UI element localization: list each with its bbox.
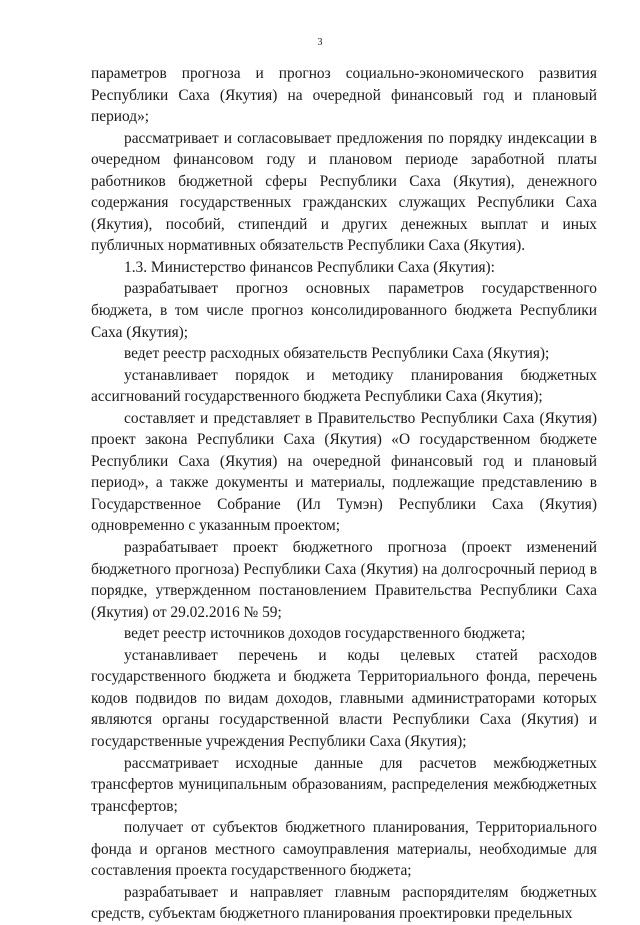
paragraph: разрабатывает проект бюджетного прогноза (проект изменений бюджетного прогноза) Республики Саха (Якутия) на долгосрочный период в порядке, утвержденном постановлением Правительства Республики Саха (Якутия) от 29.02.2016 № 59; — [91, 539, 597, 621]
paragraph: получает от субъектов бюджетного планирования, Территориального фонда и органов местного самоуправления материалы, необходимые для составления проекта государственного бюджета; — [91, 819, 597, 880]
paragraph: рассматривает исходные данные для расчетов межбюджетных трансфертов муниципальным образованиям, распределения межбюджетных трансфертов; — [91, 754, 597, 815]
paragraph: устанавливает перечень и коды целевых статей расходов государственного бюджета и бюджета Территориального фонда, перечень кодов подвидов по видам доходов, главными администраторами которых являются органы государственной власти Республики Саха (Якутия) и государственные учреждения Республики Саха (Якутия); — [91, 646, 597, 750]
paragraph: разрабатывает и направляет главным распорядителям бюджетных средств, субъектам бюджетного планирования проектировки предельных — [91, 883, 597, 923]
paragraph: ведет реестр источников доходов государственного бюджета; — [124, 625, 526, 643]
paragraph: разрабатывает прогноз основных параметров государственного бюджета, в том числе прогноз консолидированного бюджета Республики Саха (Якутия); — [91, 280, 597, 341]
paragraph: устанавливает порядок и методику планирования бюджетных ассигнований государственного бюджета Республики Саха (Якутия); — [91, 366, 597, 406]
document-body — [91, 63, 597, 925]
page-number: 3 — [317, 37, 323, 48]
paragraph: ведет реестр расходных обязательств Республики Саха (Якутия); — [124, 345, 550, 363]
section-heading: 1.3. Министерство финансов Республики Саха (Якутия): — [124, 258, 495, 276]
paragraph-continuation: параметров прогноза и прогноз социально-экономического развития Республики Саха (Якутия) на очередной финансовый год и плановый период»; — [91, 65, 597, 126]
paragraph: рассматривает и согласовывает предложения по порядку индексации в очередном финансовом году и плановом периоде заработной платы работников бюджетной сферы Республики Саха (Якутия), денежного содержания государственных гражданских служащих Республики Саха (Якутия), пособий, стипендий и других денежных выплат и иных публичных нормативных обязательств Республики Саха (Якутия). — [91, 129, 597, 255]
paragraph: составляет и представляет в Правительство Республики Саха (Якутия) проект закона Республики Саха (Якутия) «О государственном бюджете Республики Саха (Якутия) на очередной финансовый год и плановый период», а также документы и материалы, подлежащие представлению в Государственное Собрание (Ил Тумэн) Республики Саха (Якутия) одновременно с указанным проектом; — [91, 409, 597, 535]
